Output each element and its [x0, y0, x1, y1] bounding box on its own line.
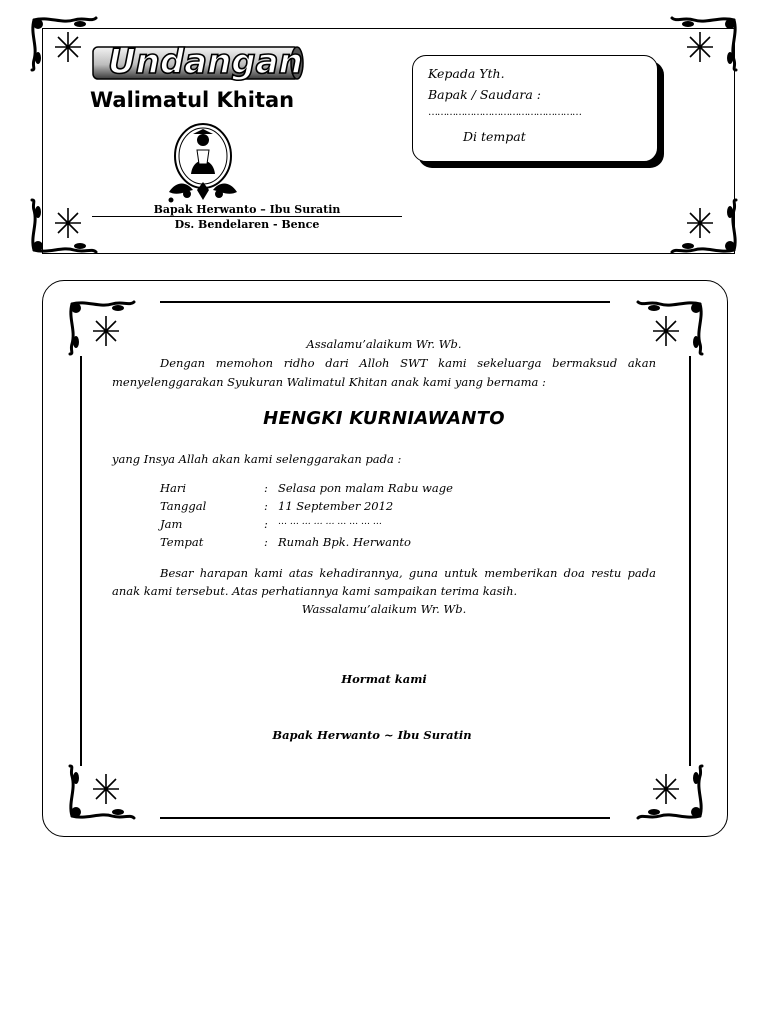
frame-line-left — [80, 356, 82, 766]
detail-colon: : — [264, 535, 268, 549]
snowflake-flourish-ornament — [668, 14, 740, 72]
detail-value: … … … … … … … … … — [278, 517, 382, 527]
snowflake-flourish-ornament — [634, 764, 706, 822]
detail-colon: : — [264, 481, 268, 495]
detail-label: Tanggal — [160, 499, 207, 513]
greeting: Assalamu’alaikum Wr. Wb. — [306, 337, 462, 351]
address-recipient-label: Kepada Yth. — [428, 66, 505, 81]
undangan-banner — [92, 44, 304, 82]
snowflake-flourish-ornament — [66, 764, 138, 822]
farewell: Wassalamu’alaikum Wr. Wb. — [301, 602, 467, 616]
child-name: HENGKI KURNIAWANTO — [263, 408, 505, 429]
address-salutation: Bapak / Saudara : — [428, 87, 541, 102]
detail-value: 11 September 2012 — [278, 499, 394, 513]
frame-line-top — [160, 301, 610, 303]
circumcision-boy-emblem — [163, 120, 243, 204]
address-blank-line: …………………………………………… — [428, 107, 581, 118]
frame-line-right — [689, 356, 691, 766]
detail-label: Hari — [160, 481, 187, 495]
host-names: Bapak Herwanto – Ibu Suratin — [153, 203, 341, 216]
closing-line-2: anak kami tersebut. Atas perhatiannya kami sampaikan terima kasih. — [112, 584, 518, 598]
detail-value: Selasa pon malam Rabu wage — [278, 481, 453, 495]
event-title: Walimatul Khitan — [90, 88, 295, 112]
schedule-intro: yang Insya Allah akan kami selenggarakan pada : — [112, 452, 402, 466]
snowflake-flourish-ornament — [28, 14, 100, 72]
frame-line-bottom — [160, 817, 610, 819]
banner-title: Undangan — [108, 44, 303, 82]
detail-colon: : — [264, 499, 268, 513]
closing-line-1: Besar harapan kami atas kehadirannya, guna untuk memberikan doa restu pada — [160, 566, 656, 580]
detail-value: Rumah Bpk. Herwanto — [278, 535, 411, 549]
detail-label: Tempat — [160, 535, 204, 549]
intro-line-1: Dengan memohon ridho dari Alloh SWT kami sekeluarga bermaksud akan — [160, 356, 656, 370]
host-address: Ds. Bendelaren - Bence — [174, 218, 320, 231]
snowflake-flourish-ornament — [668, 198, 740, 256]
detail-label: Jam — [160, 517, 183, 531]
intro-line-2: menyelenggarakan Syukuran Walimatul Khitan anak kami yang bernama : — [112, 375, 546, 389]
address-box — [412, 55, 658, 162]
detail-colon: : — [264, 517, 268, 531]
regards: Hormat kami — [341, 672, 427, 686]
signature: Bapak Herwanto ~ Ibu Suratin — [272, 728, 472, 742]
address-location: Di tempat — [463, 129, 526, 144]
snowflake-flourish-ornament — [28, 198, 100, 256]
divider — [92, 216, 402, 217]
